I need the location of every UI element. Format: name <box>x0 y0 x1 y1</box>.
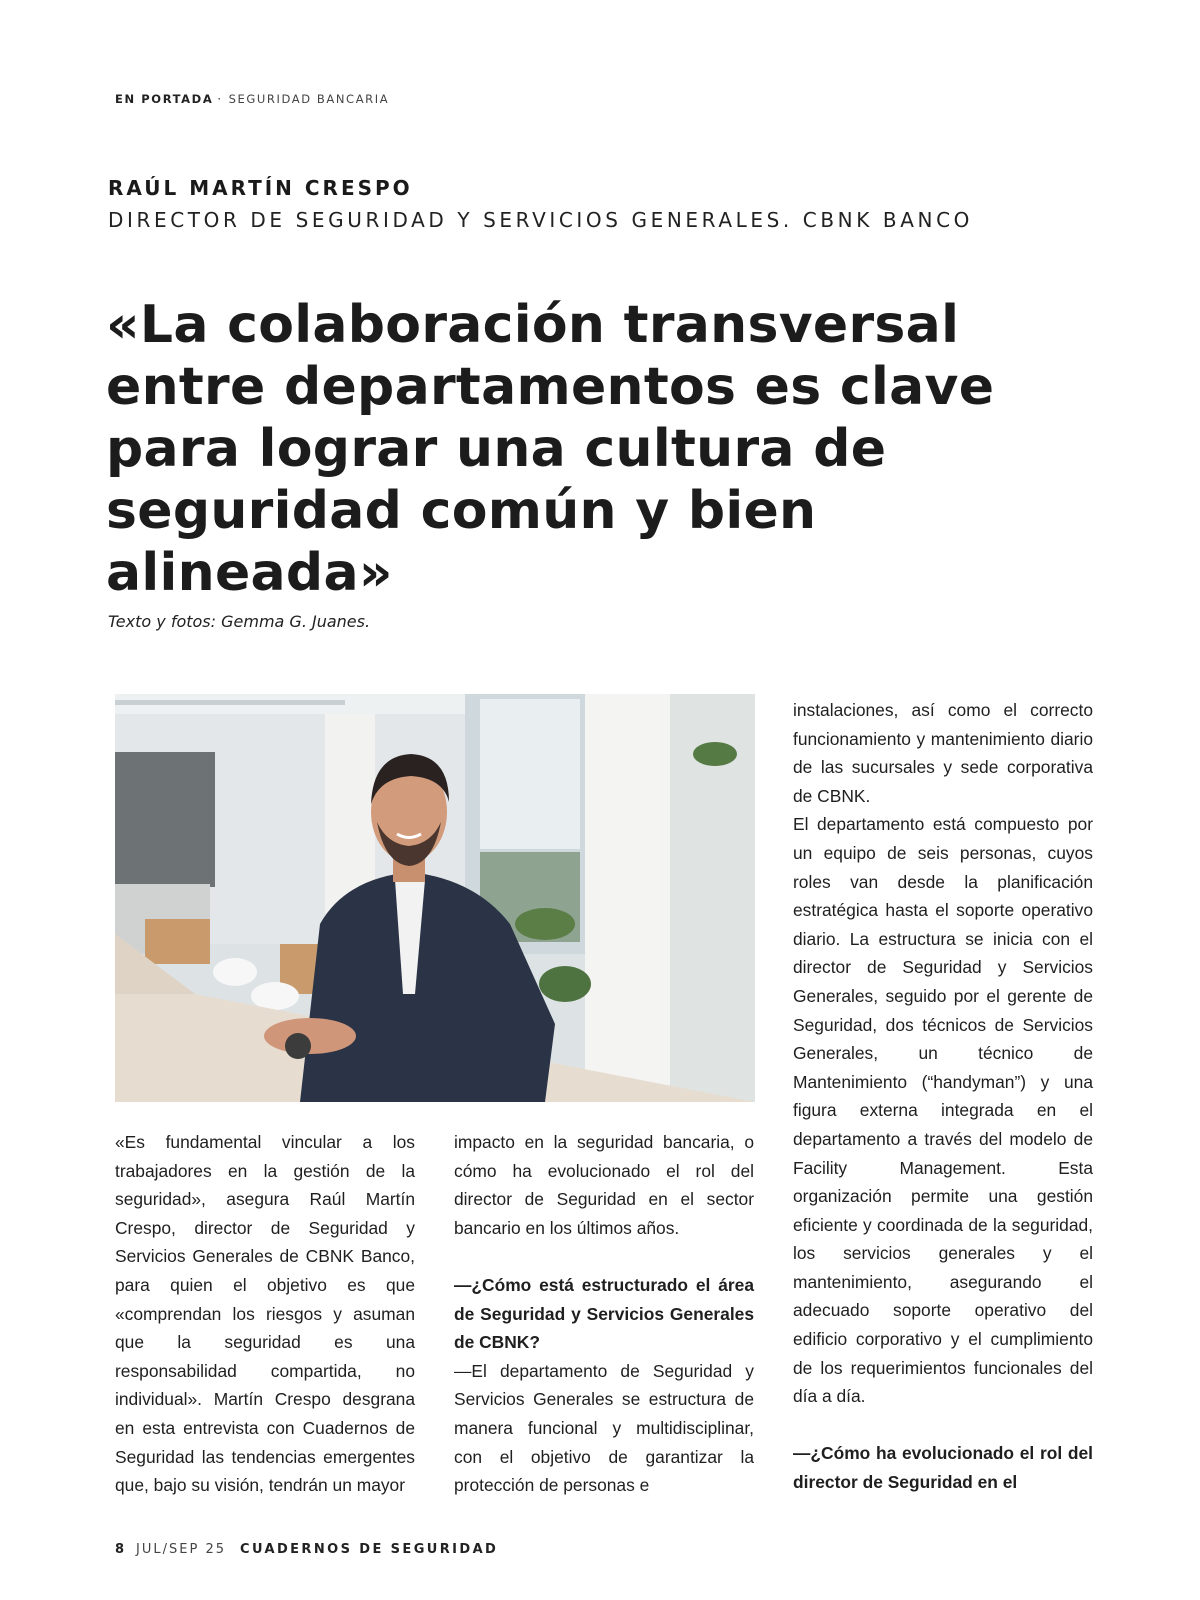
interview-question: —¿Cómo está estructurado el área de Seguridad y Servicios Generales de CBNK? <box>454 1274 754 1353</box>
byline: Texto y fotos: Gemma G. Juanes. <box>108 612 371 631</box>
body-column-3 <box>793 696 1093 1497</box>
page-number: 8 <box>115 1542 127 1557</box>
headline: «La colaboración transversal entre departamentos es clave para lograr una cultura de seguridad común y bien alineada» <box>106 295 995 603</box>
body-column-1 <box>115 1128 415 1500</box>
magazine-name: CUADERNOS DE SEGURIDAD <box>240 1542 499 1557</box>
interviewee-role: DIRECTOR DE SEGURIDAD Y SERVICIOS GENERALES. CBNK BANCO <box>108 208 973 232</box>
paragraph: instalaciones, así como el correcto funcionamiento y mantenimiento diario de las sucursales y sede corporativa de CBNK. <box>793 700 1093 806</box>
section-separator: · <box>217 92 223 106</box>
page-footer <box>115 1542 498 1557</box>
paragraph: impacto en la seguridad bancaria, o cómo ha evolucionado el rol del director de Seguridad en el sector bancario en los últimos años. <box>454 1132 754 1238</box>
section-label: EN PORTADA <box>115 92 214 106</box>
portrait-illustration <box>115 694 755 1102</box>
interview-question: —¿Cómo ha evolucionado el rol del director de Seguridad en el <box>793 1443 1093 1493</box>
section-header <box>115 92 389 106</box>
interviewee-name: RAÚL MARTÍN CRESPO <box>108 176 413 200</box>
subsection-label: SEGURIDAD BANCARIA <box>228 92 390 106</box>
body-column-2 <box>454 1128 754 1500</box>
interview-photo <box>115 694 755 1102</box>
paragraph: El departamento está compuesto por un equipo de seis personas, cuyos roles van desde la planificación estratégica hasta el soporte operativo diario. La estructura se inicia con el director de Seguridad y Servicios Generales, seguido por el gerente de Seguridad, dos técnicos de Servicios Generales, un técnico de Mantenimiento (“handyman”) y una figura externa integrada en el departamento a través del modelo de Facility Management. Esta organización permite una gestión eficiente y coordinada de la seguridad, los servicios generales y el mantenimiento, asegurando el adecuado soporte operativo del edificio corporativo y el cumplimiento de los requerimientos funcionales del día a día. <box>793 814 1093 1407</box>
issue-date: JUL/SEP 25 <box>136 1542 226 1557</box>
interview-answer: —El departamento de Seguridad y Servicios Generales se estructura de manera funcional y multidisciplinar, con el objetivo de garantizar la protección de personas e <box>454 1360 754 1496</box>
paragraph: «Es fundamental vincular a los trabajadores en la gestión de la seguridad», asegura Raúl Martín Crespo, director de Seguridad y Servicios Generales de CBNK Banco, para quien el objetivo es que «comprendan los riesgos y asuman que la seguridad es una responsabilidad compartida, no individual». Martín Crespo desgrana en esta entrevista con Cuadernos de Seguridad las tendencias emergentes que, bajo su visión, tendrán un mayor <box>115 1132 415 1496</box>
